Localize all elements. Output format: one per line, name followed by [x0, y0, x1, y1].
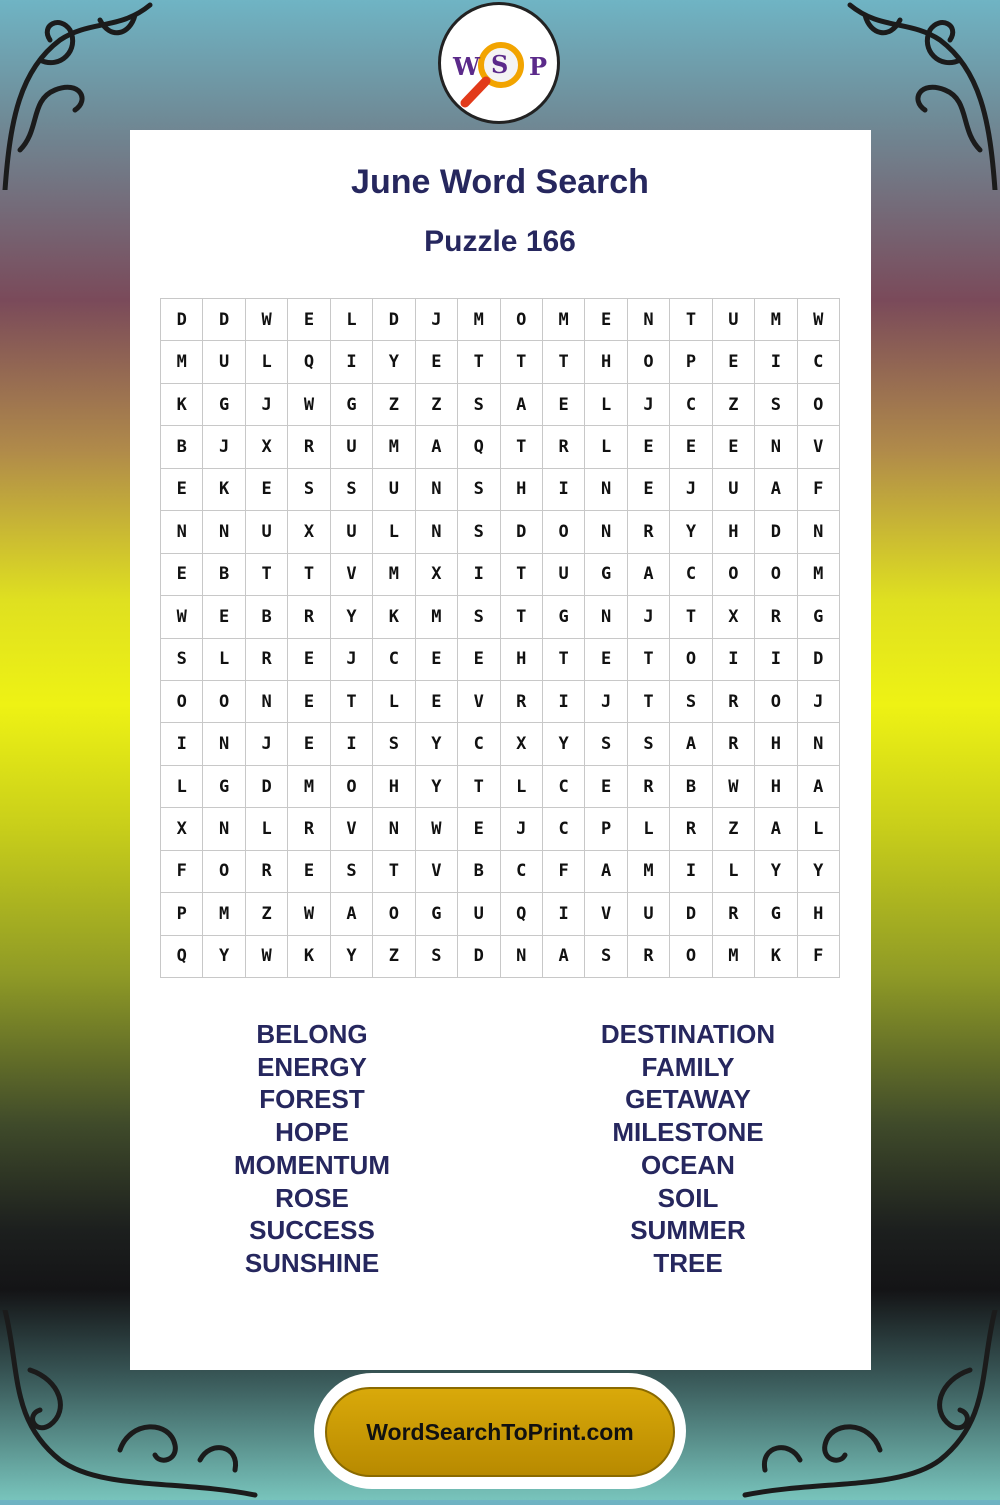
grid-cell: S — [331, 851, 373, 893]
grid-cell: F — [798, 469, 840, 511]
grid-cell: Q — [161, 936, 203, 978]
grid-cell: B — [203, 554, 245, 596]
grid-cell: D — [798, 639, 840, 681]
grid-cell: Z — [416, 384, 458, 426]
grid-cell: L — [373, 681, 415, 723]
grid-cell: W — [713, 766, 755, 808]
grid-cell: A — [585, 851, 627, 893]
grid-cell: L — [798, 808, 840, 850]
grid-cell: N — [416, 469, 458, 511]
word-item: DESTINATION — [600, 1019, 776, 1049]
grid-cell: W — [416, 808, 458, 850]
grid-cell: X — [246, 426, 288, 468]
grid-cell: E — [288, 851, 330, 893]
grid-cell: L — [585, 384, 627, 426]
grid-cell: R — [713, 681, 755, 723]
grid-cell: X — [161, 808, 203, 850]
grid-cell: D — [161, 299, 203, 341]
grid-cell: J — [798, 681, 840, 723]
grid-cell: D — [373, 299, 415, 341]
grid-cell: E — [246, 469, 288, 511]
grid-cell: O — [670, 639, 712, 681]
grid-cell: E — [203, 596, 245, 638]
word-item: SOIL — [657, 1182, 719, 1213]
grid-cell: U — [713, 299, 755, 341]
grid-cell: A — [798, 766, 840, 808]
grid-cell: A — [543, 936, 585, 978]
grid-cell: M — [203, 893, 245, 935]
grid-cell: S — [585, 723, 627, 765]
grid-cell: R — [628, 936, 670, 978]
grid-cell: P — [670, 341, 712, 383]
grid-cell: M — [798, 554, 840, 596]
grid-cell: S — [458, 596, 500, 638]
grid-cell: E — [585, 299, 627, 341]
word-item: TREE — [653, 1247, 723, 1278]
grid-cell: B — [161, 426, 203, 468]
grid-cell: E — [288, 723, 330, 765]
grid-cell: Y — [373, 341, 415, 383]
grid-cell: J — [246, 723, 288, 765]
grid-cell: J — [628, 384, 670, 426]
grid-cell: I — [755, 639, 797, 681]
grid-cell: A — [331, 893, 373, 935]
grid-cell: X — [288, 511, 330, 553]
grid-cell: W — [798, 299, 840, 341]
grid-cell: L — [628, 808, 670, 850]
grid-cell: N — [373, 808, 415, 850]
grid-cell: I — [331, 723, 373, 765]
word-item: SUNSHINE — [244, 1247, 380, 1278]
grid-cell: Z — [246, 893, 288, 935]
grid-cell: E — [543, 384, 585, 426]
grid-cell: R — [246, 639, 288, 681]
logo-letter-p: P — [529, 52, 548, 81]
grid-cell: G — [331, 384, 373, 426]
grid-cell: T — [543, 341, 585, 383]
grid-cell: M — [416, 596, 458, 638]
grid-cell: Y — [331, 596, 373, 638]
grid-cell: S — [458, 511, 500, 553]
grid-cell: E — [416, 639, 458, 681]
grid-cell: M — [628, 851, 670, 893]
grid-cell: U — [628, 893, 670, 935]
grid-cell: V — [798, 426, 840, 468]
grid-cell: U — [373, 469, 415, 511]
page-title: June Word Search — [351, 163, 649, 201]
grid-cell: H — [755, 723, 797, 765]
grid-cell: S — [331, 469, 373, 511]
grid-cell: R — [628, 511, 670, 553]
grid-cell: S — [373, 723, 415, 765]
grid-cell: Y — [543, 723, 585, 765]
grid-cell: J — [628, 596, 670, 638]
grid-cell: N — [203, 808, 245, 850]
grid-cell: G — [585, 554, 627, 596]
grid-cell: Z — [373, 384, 415, 426]
grid-cell: I — [331, 341, 373, 383]
grid-cell: E — [585, 766, 627, 808]
grid-cell: T — [670, 596, 712, 638]
grid-cell: I — [543, 469, 585, 511]
grid-cell: I — [161, 723, 203, 765]
grid-cell: U — [331, 426, 373, 468]
grid-cell: J — [501, 808, 543, 850]
grid-cell: I — [543, 893, 585, 935]
grid-cell: T — [331, 681, 373, 723]
grid-cell: L — [331, 299, 373, 341]
grid-cell: N — [203, 723, 245, 765]
grid-cell: K — [755, 936, 797, 978]
grid-cell: E — [416, 341, 458, 383]
grid-cell: M — [543, 299, 585, 341]
grid-cell: A — [416, 426, 458, 468]
grid-cell: L — [713, 851, 755, 893]
grid-cell: S — [585, 936, 627, 978]
grid-cell: V — [458, 681, 500, 723]
word-item: SUCCESS — [249, 1215, 375, 1246]
grid-cell: S — [416, 936, 458, 978]
grid-cell: L — [203, 639, 245, 681]
grid-cell: R — [755, 596, 797, 638]
grid-cell: D — [501, 511, 543, 553]
grid-cell: O — [203, 681, 245, 723]
grid-cell: H — [713, 511, 755, 553]
grid-cell: R — [713, 723, 755, 765]
grid-cell: W — [246, 936, 288, 978]
grid-cell: V — [585, 893, 627, 935]
grid-cell: E — [458, 639, 500, 681]
grid-cell: S — [161, 639, 203, 681]
grid-cell: E — [288, 681, 330, 723]
grid-cell: I — [670, 851, 712, 893]
grid-cell: G — [543, 596, 585, 638]
grid-cell: O — [713, 554, 755, 596]
grid-cell: A — [755, 469, 797, 511]
grid-cell: R — [543, 426, 585, 468]
grid-cell: U — [203, 341, 245, 383]
grid-cell: X — [416, 554, 458, 596]
grid-cell: U — [458, 893, 500, 935]
grid-cell: K — [288, 936, 330, 978]
grid-cell: S — [458, 469, 500, 511]
grid-cell: T — [288, 554, 330, 596]
grid-cell: O — [501, 299, 543, 341]
grid-cell: L — [373, 511, 415, 553]
grid-cell: H — [501, 469, 543, 511]
word-item: MILESTONE — [612, 1117, 764, 1148]
grid-cell: U — [713, 469, 755, 511]
grid-cell: T — [246, 554, 288, 596]
grid-cell: R — [713, 893, 755, 935]
grid-cell: D — [203, 299, 245, 341]
grid-cell: N — [798, 511, 840, 553]
grid-cell: E — [288, 299, 330, 341]
grid-cell: E — [585, 639, 627, 681]
grid-cell: O — [373, 893, 415, 935]
grid-cell: C — [670, 384, 712, 426]
grid-cell: G — [798, 596, 840, 638]
grid-cell: H — [755, 766, 797, 808]
grid-cell: R — [288, 426, 330, 468]
grid-cell: O — [798, 384, 840, 426]
grid-cell: N — [203, 511, 245, 553]
grid-cell: E — [628, 469, 670, 511]
grid-cell: Y — [755, 851, 797, 893]
grid-cell: J — [203, 426, 245, 468]
grid-cell: K — [373, 596, 415, 638]
grid-cell: E — [628, 426, 670, 468]
grid-cell: T — [628, 681, 670, 723]
word-item: GETAWAY — [625, 1084, 751, 1115]
grid-cell: L — [246, 808, 288, 850]
grid-cell: E — [416, 681, 458, 723]
grid-cell: N — [501, 936, 543, 978]
grid-cell: C — [501, 851, 543, 893]
site-link-button[interactable] — [325, 1387, 675, 1477]
grid-cell: C — [670, 554, 712, 596]
grid-cell: J — [331, 639, 373, 681]
grid-cell: P — [585, 808, 627, 850]
grid-cell: G — [416, 893, 458, 935]
grid-cell: C — [373, 639, 415, 681]
grid-cell: I — [713, 639, 755, 681]
grid-cell: Y — [798, 851, 840, 893]
grid-cell: A — [501, 384, 543, 426]
word-item: SUMMER — [630, 1215, 746, 1246]
grid-cell: M — [373, 554, 415, 596]
grid-cell: S — [288, 469, 330, 511]
word-item: ENERGY — [257, 1051, 367, 1082]
grid-cell: E — [713, 341, 755, 383]
grid-cell: U — [543, 554, 585, 596]
grid-cell: H — [798, 893, 840, 935]
grid-cell: M — [713, 936, 755, 978]
grid-cell: I — [755, 341, 797, 383]
grid-cell: Y — [416, 766, 458, 808]
grid-cell: O — [628, 341, 670, 383]
grid-cell: V — [416, 851, 458, 893]
grid-cell: Z — [713, 384, 755, 426]
grid-cell: F — [161, 851, 203, 893]
grid-cell: M — [458, 299, 500, 341]
grid-cell: R — [670, 808, 712, 850]
grid-cell: F — [798, 936, 840, 978]
grid-cell: Z — [373, 936, 415, 978]
grid-cell: X — [501, 723, 543, 765]
grid-cell: T — [628, 639, 670, 681]
grid-cell: O — [755, 681, 797, 723]
wsp-logo — [438, 2, 560, 124]
grid-cell: Y — [670, 511, 712, 553]
grid-cell: E — [161, 469, 203, 511]
grid-cell: J — [416, 299, 458, 341]
puzzle-number: Puzzle 166 — [424, 225, 576, 258]
word-list-right — [538, 1018, 838, 1280]
grid-cell: N — [246, 681, 288, 723]
grid-cell: I — [458, 554, 500, 596]
word-item: HOPE — [275, 1117, 349, 1148]
grid-cell: R — [628, 766, 670, 808]
grid-cell: D — [246, 766, 288, 808]
grid-cell: N — [416, 511, 458, 553]
grid-cell: E — [713, 426, 755, 468]
grid-cell: T — [670, 299, 712, 341]
grid-cell: T — [373, 851, 415, 893]
grid-cell: D — [670, 893, 712, 935]
word-item: OCEAN — [641, 1149, 735, 1180]
grid-cell: N — [585, 511, 627, 553]
word-item: BELONG — [256, 1019, 368, 1049]
grid-cell: S — [628, 723, 670, 765]
grid-cell: V — [331, 554, 373, 596]
word-item: FOREST — [259, 1084, 365, 1115]
grid-cell: C — [798, 341, 840, 383]
grid-cell: L — [585, 426, 627, 468]
grid-cell: A — [628, 554, 670, 596]
grid-cell: T — [458, 766, 500, 808]
word-item: FAMILY — [641, 1051, 735, 1082]
grid-cell: G — [755, 893, 797, 935]
grid-cell: B — [458, 851, 500, 893]
grid-cell: E — [288, 639, 330, 681]
letter-grid — [160, 298, 840, 978]
grid-cell: J — [246, 384, 288, 426]
grid-cell: C — [543, 808, 585, 850]
site-link-label: WordSearchToPrint.com — [366, 1418, 634, 1445]
grid-cell: V — [331, 808, 373, 850]
word-item: MOMENTUM — [234, 1149, 390, 1180]
grid-cell: R — [288, 596, 330, 638]
grid-cell: N — [755, 426, 797, 468]
grid-cell: T — [501, 554, 543, 596]
grid-cell: K — [161, 384, 203, 426]
grid-cell: L — [161, 766, 203, 808]
grid-cell: U — [331, 511, 373, 553]
grid-cell: H — [501, 639, 543, 681]
grid-cell: N — [798, 723, 840, 765]
grid-cell: E — [670, 426, 712, 468]
grid-cell: B — [670, 766, 712, 808]
grid-cell: S — [670, 681, 712, 723]
grid-cell: E — [458, 808, 500, 850]
grid-cell: T — [501, 596, 543, 638]
grid-cell: I — [543, 681, 585, 723]
grid-cell: S — [458, 384, 500, 426]
grid-cell: W — [161, 596, 203, 638]
grid-cell: G — [203, 766, 245, 808]
grid-cell: M — [755, 299, 797, 341]
grid-cell: M — [373, 426, 415, 468]
logo-letter-s: S — [491, 50, 509, 79]
grid-cell: L — [246, 341, 288, 383]
grid-cell: O — [331, 766, 373, 808]
grid-cell: T — [543, 639, 585, 681]
grid-cell: Y — [203, 936, 245, 978]
grid-cell: W — [288, 384, 330, 426]
grid-cell: M — [161, 341, 203, 383]
grid-cell: C — [458, 723, 500, 765]
grid-cell: Q — [288, 341, 330, 383]
grid-cell: H — [373, 766, 415, 808]
grid-cell: D — [458, 936, 500, 978]
grid-cell: O — [670, 936, 712, 978]
grid-cell: J — [585, 681, 627, 723]
grid-cell: R — [501, 681, 543, 723]
grid-cell: Z — [713, 808, 755, 850]
grid-cell: T — [501, 426, 543, 468]
grid-cell: U — [246, 511, 288, 553]
grid-cell: A — [755, 808, 797, 850]
grid-cell: W — [246, 299, 288, 341]
grid-cell: Y — [331, 936, 373, 978]
grid-cell: O — [543, 511, 585, 553]
grid-cell: O — [203, 851, 245, 893]
grid-cell: R — [288, 808, 330, 850]
grid-cell: C — [543, 766, 585, 808]
word-list-left — [162, 1018, 462, 1280]
grid-cell: K — [203, 469, 245, 511]
grid-cell: D — [755, 511, 797, 553]
grid-cell: N — [161, 511, 203, 553]
grid-cell: P — [161, 893, 203, 935]
grid-cell: N — [585, 469, 627, 511]
grid-cell: O — [755, 554, 797, 596]
grid-cell: N — [628, 299, 670, 341]
grid-cell: A — [670, 723, 712, 765]
word-item: ROSE — [275, 1182, 349, 1213]
grid-cell: R — [246, 851, 288, 893]
grid-cell: O — [161, 681, 203, 723]
grid-cell: T — [458, 341, 500, 383]
grid-cell: J — [670, 469, 712, 511]
grid-cell: H — [585, 341, 627, 383]
grid-cell: X — [713, 596, 755, 638]
grid-cell: S — [755, 384, 797, 426]
grid-cell: E — [161, 554, 203, 596]
grid-cell: Y — [416, 723, 458, 765]
grid-cell: W — [288, 893, 330, 935]
grid-cell: B — [246, 596, 288, 638]
grid-cell: M — [288, 766, 330, 808]
grid-cell: G — [203, 384, 245, 426]
grid-cell: T — [501, 341, 543, 383]
grid-cell: N — [585, 596, 627, 638]
grid-cell: Q — [458, 426, 500, 468]
grid-cell: Q — [501, 893, 543, 935]
logo-letter-w: W — [453, 52, 480, 81]
grid-cell: F — [543, 851, 585, 893]
grid-cell: L — [501, 766, 543, 808]
